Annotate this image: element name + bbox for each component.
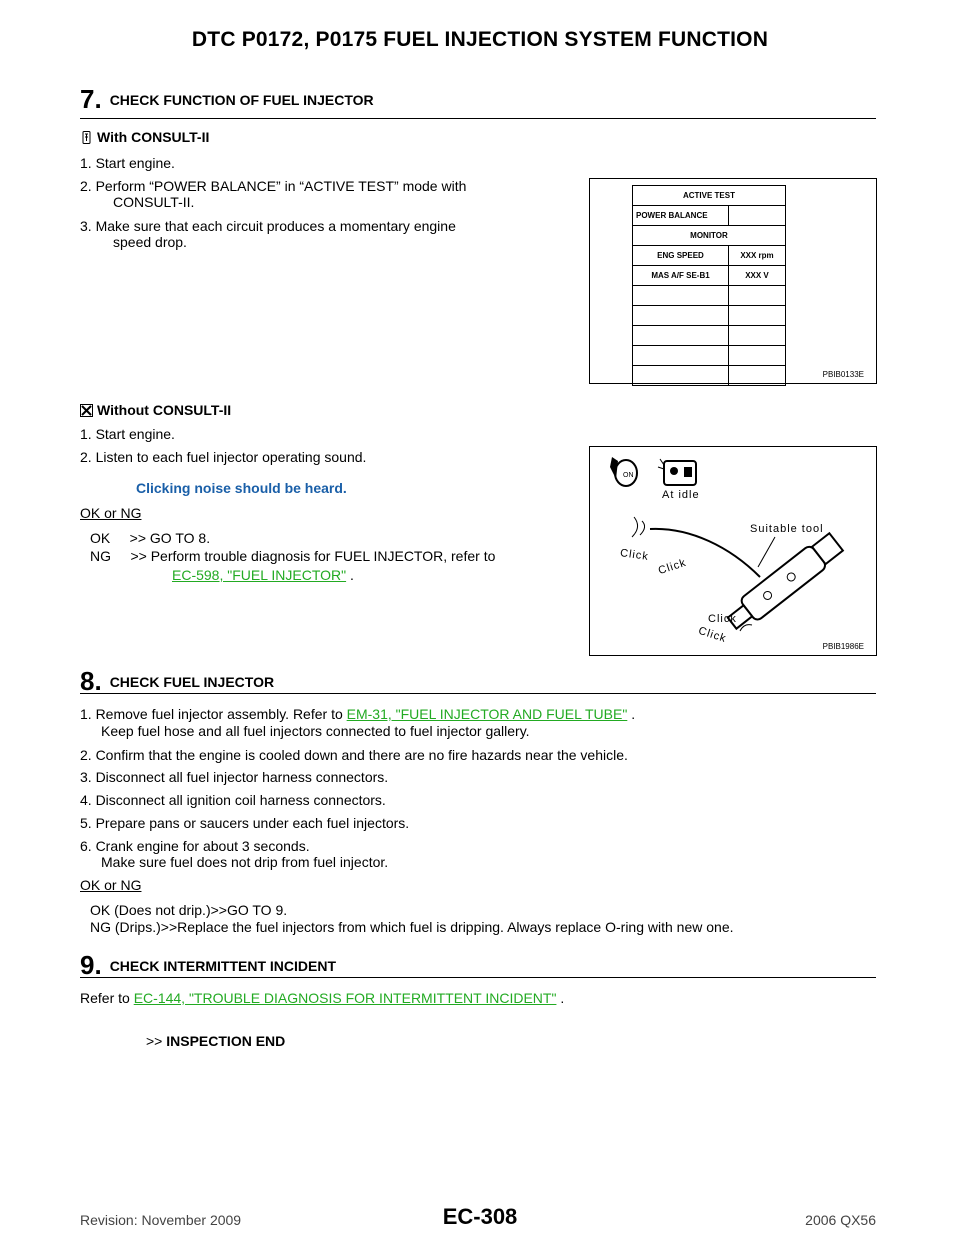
step-title: CHECK FUEL INJECTOR — [109, 674, 275, 690]
step8-1: 1. Remove fuel injector assembly. Refer to EM-31, "FUEL INJECTOR AND FUEL TUBE" . — [80, 706, 636, 722]
step7-with-3: 3. Make sure that each circuit produces a momentary engine — [80, 218, 456, 234]
revision-date: Revision: November 2009 — [80, 1212, 242, 1228]
step-title: CHECK INTERMITTENT INCIDENT — [109, 958, 337, 974]
divider — [80, 977, 876, 978]
clicking-note: Clicking noise should be heard. — [136, 480, 347, 496]
figure-id: PBIB0133E — [822, 370, 864, 379]
step8-1b: Keep fuel hose and all fuel injectors connected to fuel injector gallery. — [101, 723, 530, 739]
step-title: CHECK FUNCTION OF FUEL INJECTOR — [109, 92, 374, 108]
ok-ng-label: OK or NG — [80, 877, 142, 893]
step9-refer: Refer to EC-144, "TROUBLE DIAGNOSIS FOR INTERMITTENT INCIDENT" . — [80, 990, 565, 1006]
ok-ng-label: OK or NG — [80, 505, 142, 521]
no-tool-icon — [80, 404, 93, 417]
step7-without-2: 2. Listen to each fuel injector operating sound. — [80, 449, 367, 465]
with-consult-label: With CONSULT-II — [80, 129, 209, 145]
ignition-key-icon — [610, 457, 637, 486]
fuel-injector-drawing — [723, 531, 844, 634]
step8-6: 6. Crank engine for about 3 seconds. — [80, 838, 310, 854]
ok-result: OK >> GO TO 8. — [90, 530, 211, 546]
mas-value: XXX V — [729, 266, 786, 286]
injector-figure — [589, 446, 877, 656]
fuel-tube-link[interactable]: EM-31, "FUEL INJECTOR AND FUEL TUBE" — [346, 706, 628, 722]
click-label-2: Click — [656, 556, 688, 578]
divider — [80, 118, 876, 119]
step8-6b: Make sure fuel does not drip from fuel injector. — [101, 854, 389, 870]
power-balance-cell: POWER BALANCE — [633, 206, 729, 226]
intermittent-incident-link[interactable]: EC-144, "TROUBLE DIAGNOSIS FOR INTERMITTENT INCIDENT" — [133, 990, 557, 1006]
step8-2: 2. Confirm that the engine is cooled down and there are no fire hazards near the vehicle. — [80, 747, 628, 763]
step-number: 8. — [80, 666, 102, 696]
step-number: 7. — [80, 84, 102, 114]
active-test-table — [632, 185, 786, 386]
figure-id: PBIB1986E — [822, 642, 864, 651]
svg-text:ON: ON — [623, 472, 634, 479]
eng-speed-value: XXX rpm — [729, 246, 786, 266]
inspection-end: >> INSPECTION END — [146, 1033, 286, 1049]
ng-link-line: EC-598, "FUEL INJECTOR" . — [172, 567, 354, 583]
page-title: DTC P0172, P0175 FUEL INJECTION SYSTEM FUNCTION — [191, 28, 769, 51]
active-test-title: ACTIVE TEST — [633, 186, 786, 206]
monitor-cell: MONITOR — [633, 226, 786, 246]
click-label-3: Click — [708, 613, 737, 625]
click-label-4: Click — [696, 624, 728, 646]
step7-with-1: 1. Start engine. — [80, 155, 175, 171]
consult-tool-icon — [80, 131, 93, 144]
ok-result: OK (Does not drip.)>>GO TO 9. — [90, 902, 288, 918]
eng-speed-cell: ENG SPEED — [633, 246, 729, 266]
active-test-figure — [589, 178, 877, 384]
at-idle-label: At idle — [662, 489, 700, 501]
fuel-injector-link[interactable]: EC-598, "FUEL INJECTOR" — [172, 567, 347, 583]
step8-5: 5. Prepare pans or saucers under each fuel injectors. — [80, 815, 410, 831]
ng-result: NG >> Perform trouble diagnosis for FUEL INJECTOR, refer to — [90, 548, 496, 564]
step-7-heading — [80, 84, 374, 115]
divider — [80, 693, 876, 694]
step7-without-1: 1. Start engine. — [80, 426, 175, 442]
mas-cell: MAS A/F SE-B1 — [633, 266, 729, 286]
step7-with-2b: CONSULT-II. — [113, 194, 195, 210]
engine-icon — [658, 459, 696, 485]
model-year: 2006 QX56 — [805, 1212, 876, 1228]
page-number: EC-308 — [442, 1204, 518, 1229]
step-number: 9. — [80, 950, 102, 980]
step7-with-3b: speed drop. — [113, 234, 187, 250]
suitable-tool-label: Suitable tool — [750, 523, 824, 535]
step7-with-2: 2. Perform “POWER BALANCE” in “ACTIVE TEST” mode with — [80, 178, 467, 194]
step8-3: 3. Disconnect all fuel injector harness connectors. — [80, 769, 389, 785]
click-label-1: Click — [619, 547, 650, 563]
without-consult-label: Without CONSULT-II — [80, 402, 231, 418]
step8-4: 4. Disconnect all ignition coil harness connectors. — [80, 792, 386, 808]
ng-result: NG (Drips.)>>Replace the fuel injectors from which fuel is dripping. Always replace O-ring with new one. — [90, 919, 734, 935]
